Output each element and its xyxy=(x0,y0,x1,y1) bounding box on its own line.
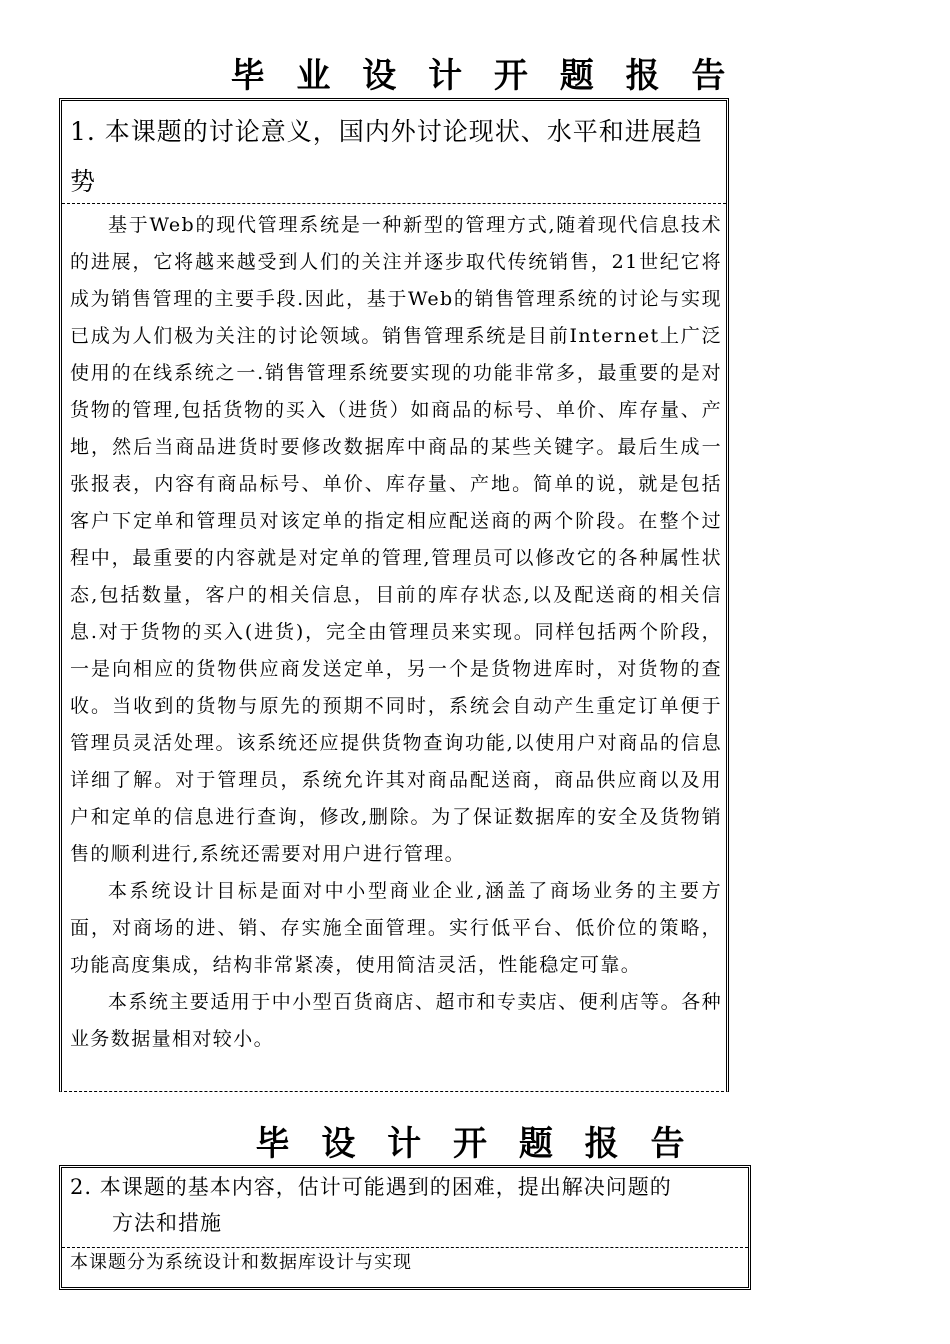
section-1-paragraph-3: 本系统主要适用于中小型百货商店、超市和专卖店、便利店等。各种业务数据量相对较小。 xyxy=(70,991,722,1050)
section-1-paragraph-2: 本系统设计目标是面对中小型商业企业,涵盖了商场业务的主要方面，对商场的进、销、存实施全面管理。实行低平台、低价位的策略，功能高度集成，结构非常紧凑，使用简洁灵活，性能稳定可靠。 xyxy=(70,880,722,976)
section-1-heading-cell xyxy=(62,101,726,204)
section-2-heading-line-1: 2. 本课题的基本内容，估计可能遇到的困难，提出解决问题的 xyxy=(70,1175,672,1199)
report-section-2 xyxy=(59,1165,751,1290)
section-1-body xyxy=(70,207,722,1058)
section-1-paragraph-1: 基于Web的现代管理系统是一种新型的管理方式,随着现代信息技术的进展，它将越来越受到人们的关注并逐步取代传统销售，21世纪它将成为销售管理的主要手段.因此，基于Web的销售管理系统的讨论与实现已成为人们极为关注的讨论领域。销售管理系统是目前Internet上广泛使用的在线系统之一.销售管理系统要实现的功能非常多，最重要的是对货物的管理,包括货物的买入（进货）如商品的标号、单价、库存量、产地，然后当商品进货时要修改数据库中商品的某些关键字。最后生成一张报表，内容有商品标号、单价、库存量、产地。简单的说，就是包括客户下定单和管理员对该定单的指定相应配送商的两个阶段。在整个过程中，最重要的内容就是对定单的管理,管理员可以修改它的各种属性状态,包括数量，客户的相关信息，目前的库存状态,以及配送商的相关信息.对于货物的买入(进货)，完全由管理员来实现。同样包括两个阶段，一是向相应的货物供应商发送定单，另一个是货物进库时，对货物的查收。当收到的货物与原先的预期不同时，系统会自动产生重定订单便于管理员灵活处理。该系统还应提供货物查询功能,以使用户对商品的信息详细了解。对于管理员，系统允许其对商品配送商，商品供应商以及用户和定单的信息进行查询，修改,删除。为了保证数据库的安全及货物销售的顺利进行,系统还需要对用户进行管理。 xyxy=(70,214,722,865)
report-section-1 xyxy=(59,98,729,1092)
page-title-2: 毕 设 计 开 题 报 告 xyxy=(255,1124,695,1164)
section-2-heading-line-2: 方法和措施 xyxy=(112,1211,222,1235)
section-2-heading-cell xyxy=(62,1168,748,1248)
section-2-body: 本课题分为系统设计和数据库设计与实现 xyxy=(70,1252,412,1273)
section-1-heading: 1. 本课题的讨论意义，国内外讨论现状、水平和进展趋势 xyxy=(70,117,703,196)
page-title-1: 毕 业 设 计 开 题 报 告 xyxy=(230,56,736,96)
